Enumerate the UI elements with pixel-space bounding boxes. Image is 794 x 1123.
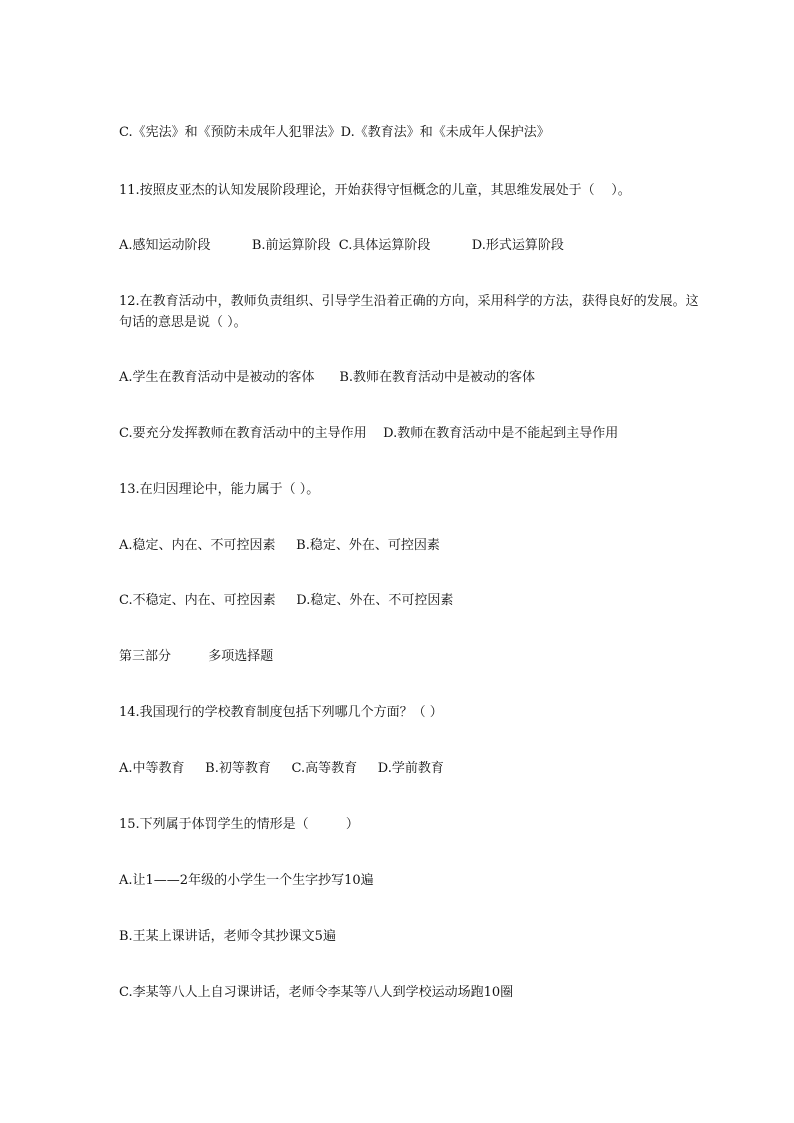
q15-option-c: C.李某等八人上自习课讲话，老师令李某等八人到学校运动场跑10圈 — [119, 985, 514, 1000]
q14-options: A.中等教育 B.初等教育 C.高等教育 D.学前教育 — [119, 761, 444, 776]
q12-stem-line2: 句话的意思是说（ ）。 — [119, 315, 247, 330]
section-heading: 第三部分 多项选择题 — [119, 649, 274, 664]
q15-stem: 15.下列属于体罚学生的情形是（ ） — [119, 817, 359, 832]
q15-option-a: A.让1——2年级的小学生一个生字抄写10遍 — [119, 873, 374, 888]
q13-options-cd: C.不稳定、内在、可控因素 D.稳定、外在、不可控因素 — [119, 593, 454, 608]
q12-options-ab: A.学生在教育活动中是被动的客体 B.教师在教育活动中是被动的客体 — [119, 370, 536, 385]
q11-stem: 11.按照皮亚杰的认知发展阶段理论，开始获得守恒概念的儿童，其思维发展处于（ ）。 — [119, 183, 631, 198]
q15-option-b: B.王某上课讲话，老师令其抄课文5遍 — [119, 929, 336, 944]
q10-options-cd: C.《宪法》和《预防未成年人犯罪法》D.《教育法》和《未成年人保护法》 — [119, 125, 550, 140]
q11-options: A.感知运动阶段 B.前运算阶段 C.具体运算阶段 D.形式运算阶段 — [119, 238, 564, 253]
q12-options-cd: C.要充分发挥教师在教育活动中的主导作用 D.教师在教育活动中是不能起到主导作用 — [119, 426, 619, 441]
q14-stem: 14.我国现行的学校教育制度包括下列哪几个方面？（ ） — [119, 705, 443, 720]
q13-options-ab: A.稳定、内在、不可控因素 B.稳定、外在、可控因素 — [119, 538, 440, 553]
q13-stem: 13.在归因理论中，能力属于（ ）。 — [119, 482, 320, 497]
q12-stem-line1: 12.在教育活动中，教师负责组织、引导学生沿着正确的方向，采用科学的方法，获得良好的发展。这 — [119, 294, 699, 309]
